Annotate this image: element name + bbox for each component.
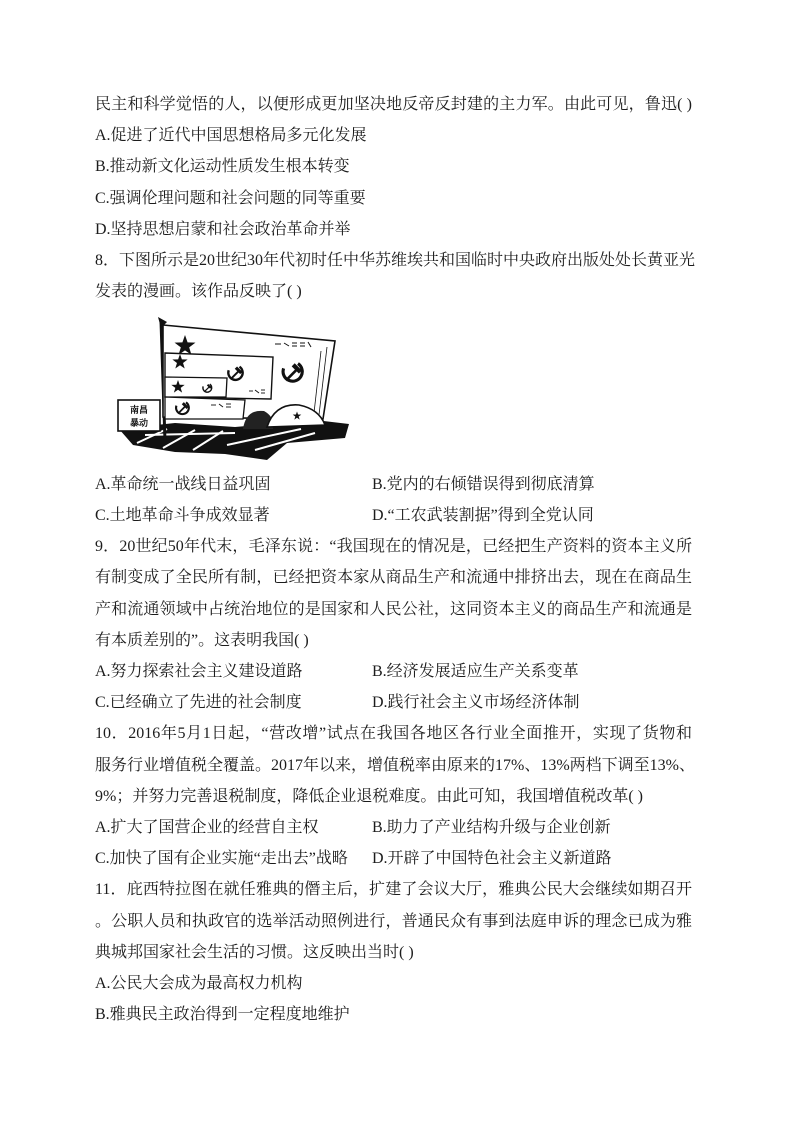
question-stem-line: 有制变成了全民所有制，已经把资本家从商品生产和流通中排挤出去，现在在商品生 (95, 569, 692, 587)
question-stem-line: 民主和科学觉悟的人，以便形成更加坚决地反帝反封建的主力军。由此可见，鲁迅( ) (95, 96, 692, 113)
options-row (95, 469, 692, 500)
cartoon-image (115, 317, 365, 461)
option-a: A.努力探索社会主义建设道路 (95, 663, 303, 681)
question-stem-line: 发表的漫画。该作品反映了( ) (95, 283, 302, 301)
option-a: A.革命统一战线日益巩固 (95, 475, 271, 493)
option-d: D.践行社会主义市场经济体制 (372, 694, 580, 712)
question-stem-line: 产和流通领域中占统治地位的是国家和人民公社，这同资本主义的商品生产和流通是 (95, 600, 692, 618)
options-row (95, 812, 692, 843)
option-d: D.“工农武装割据”得到全党认同 (372, 507, 594, 525)
option-c: C.强调伦理问题和社会问题的同等重要 (95, 189, 366, 207)
option-c: C.已经确立了先进的社会制度 (95, 694, 302, 712)
question-stem-line: 9．20世纪50年代末，毛泽东说：“我国现在的情况是，已经把生产资料的资本主义所 (95, 538, 692, 556)
question-stem-line: 典城邦国家社会生活的习惯。这反映出当时( ) (95, 943, 414, 961)
question-stem-line: 10．2016年5月1日起，“营改增”试点在我国各地区各行业全面推开，实现了货物和 (95, 725, 692, 743)
question-8 (95, 245, 696, 531)
exam-page (95, 89, 696, 1030)
question-9 (95, 531, 692, 718)
options-row (95, 687, 692, 718)
question-11 (95, 874, 692, 1030)
options-row (95, 843, 692, 874)
options-row (95, 656, 692, 687)
options-row (95, 500, 692, 531)
question-stem-line: 服务行业增值税全覆盖。2017年以来，增值税率由原来的17%、13%两档下调至13%、 (95, 756, 695, 774)
option-d: D.坚持思想启蒙和社会政治革命并举 (95, 220, 351, 238)
question-7 (95, 89, 692, 245)
question-stem-line: 8．下图所示是20世纪30年代初时任中华苏维埃共和国临时中央政府出版处处长黄亚光 (95, 251, 696, 269)
question-stem-line: 11．庇西特拉图在就任雅典的僭主后，扩建了会议大厅，雅典公民大会继续如期召开 (95, 881, 692, 899)
label-nanchang: 南昌 (129, 406, 149, 417)
option-b: B.雅典民主政治得到一定程度地维护 (95, 1006, 350, 1024)
question-stem-line: 。公职人员和执政官的选举活动照例进行，普通民众有事到法庭申诉的理念已成为雅 (95, 912, 692, 930)
label-uprising: 暴动 (129, 419, 149, 430)
option-a: A.扩大了国营企业的经营自主权 (95, 818, 319, 836)
option-a: A.促进了近代中国思想格局多元化发展 (95, 127, 367, 145)
option-b: B.推动新文化运动性质发生根本转变 (95, 158, 350, 176)
option-b: B.党内的右倾错误得到彻底清算 (372, 475, 595, 493)
option-b: B.助力了产业结构升级与企业创新 (372, 818, 611, 836)
option-c: C.土地革命斗争成效显著 (95, 507, 270, 525)
cartoon-figure (95, 307, 692, 469)
question-stem-line: 有本质差别的”。这表明我国( ) (95, 631, 309, 649)
option-b: B.经济发展适应生产关系变革 (372, 663, 579, 681)
question-10 (95, 718, 695, 874)
question-stem-line: 9%；并努力完善退税制度，降低企业退税难度。由此可知，我国增值税改革( ) (95, 787, 643, 805)
option-c: C.加快了国有企业实施“走出去”战略 (95, 850, 348, 868)
option-a: A.公民大会成为最高权力机构 (95, 974, 303, 992)
option-d: D.开辟了中国特色社会主义新道路 (372, 850, 612, 868)
